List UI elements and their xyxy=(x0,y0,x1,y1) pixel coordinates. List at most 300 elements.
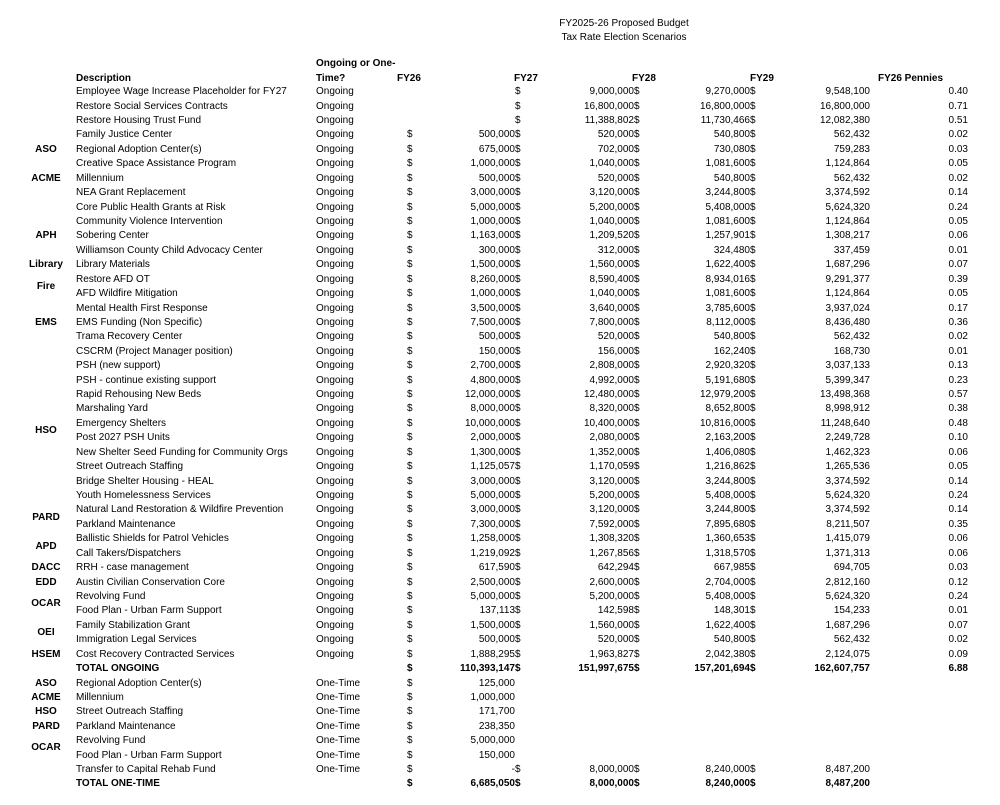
fy29-amount xyxy=(762,691,870,705)
fy26-dollar-sign: $ xyxy=(407,533,413,545)
fy28-dollar-sign: $ xyxy=(634,230,640,242)
fy26-dollar-sign: $ xyxy=(407,216,413,227)
fy26-amount: 137,113 xyxy=(479,605,515,617)
fy29-dollar-sign xyxy=(750,691,762,705)
fy27-amount: 2,600,000 xyxy=(589,576,634,588)
type-cell: Ongoing xyxy=(316,374,354,386)
type-cell: Ongoing xyxy=(316,230,354,242)
fy26-amount: 12,000,000 xyxy=(464,389,515,401)
fy26-dollar-sign: $ xyxy=(407,749,413,761)
fy27-amount: 16,800,000 xyxy=(583,100,634,112)
fy29-amount: 5,624,320 xyxy=(825,490,870,502)
fy28-dollar-sign xyxy=(634,676,646,690)
description-cell: Family Stabilization Grant xyxy=(76,619,190,631)
fy28-dollar-sign: $ xyxy=(634,562,640,574)
type-cell: Ongoing xyxy=(316,302,354,314)
fy29-amount xyxy=(762,748,870,762)
total-onetime-row xyxy=(22,777,968,791)
fy28-amount: 1,257,901 xyxy=(705,230,750,242)
fy29-amount: 2,812,160 xyxy=(825,576,870,588)
description-cell: Community Violence Intervention xyxy=(76,216,223,227)
fy26-dollar-sign: $ xyxy=(407,648,413,660)
type-cell: Ongoing xyxy=(316,288,354,300)
table-row xyxy=(22,258,968,272)
fy29-dollar-sign: $ xyxy=(750,461,756,473)
fy26-dollar-sign: $ xyxy=(407,129,413,141)
department-label xyxy=(22,186,70,215)
fy29-dollar-sign: $ xyxy=(750,576,756,588)
fy29-dollar-sign: $ xyxy=(750,648,756,660)
fy29-dollar-sign: $ xyxy=(750,490,756,502)
pennies-value: 0.14 xyxy=(948,504,968,516)
fy26-amount: 5,000,000 xyxy=(470,490,515,502)
fy27-amount: 3,120,000 xyxy=(589,475,634,487)
fy29-dollar-sign: $ xyxy=(750,389,756,401)
fy28-dollar-sign: $ xyxy=(634,461,640,473)
fy29-dollar-sign: $ xyxy=(750,547,756,559)
type-cell: Ongoing xyxy=(316,345,354,357)
fy27-amount: 2,080,000 xyxy=(589,432,634,444)
fy26-dollar-sign: $ xyxy=(407,244,413,256)
type-cell: Ongoing xyxy=(316,605,354,617)
pennies-value: 0.09 xyxy=(948,648,968,660)
fy27-dollar-sign xyxy=(515,748,527,762)
fy28-amount xyxy=(646,734,750,748)
description-cell: Restore Social Services Contracts xyxy=(76,100,228,112)
fy28-amount xyxy=(646,748,750,762)
fy28-dollar-sign xyxy=(634,691,646,705)
description-cell: Emergency Shelters xyxy=(76,417,167,429)
type-cell: Ongoing xyxy=(316,648,354,660)
fy28-amount: 5,408,000 xyxy=(705,201,750,213)
fy27-amount: 520,000 xyxy=(597,172,634,184)
fy27-dollar-sign: $ xyxy=(515,547,521,559)
fy29-dollar-sign: $ xyxy=(750,244,756,256)
pennies-value: 0.12 xyxy=(948,576,968,588)
fy28-amount: 5,191,680 xyxy=(705,374,750,386)
table-row xyxy=(22,229,968,243)
fy26-amount: 500,000 xyxy=(478,129,515,141)
fy29-amount: 562,432 xyxy=(833,634,870,646)
table-row xyxy=(22,200,968,214)
table-row xyxy=(22,763,968,777)
fy29-amount: 154,233 xyxy=(833,605,870,617)
fy28-amount: 1,081,600 xyxy=(705,288,750,300)
description-cell: Family Justice Center xyxy=(76,129,173,141)
fy27-dollar-sign: $ xyxy=(515,562,521,574)
fy29-dollar-sign: $ xyxy=(750,129,756,141)
pennies-value: 0.14 xyxy=(948,475,968,487)
fy29-amount: 1,371,313 xyxy=(825,547,870,559)
description-cell: Marshaling Yard xyxy=(76,403,148,415)
fy27-dollar-sign: $ xyxy=(515,345,521,357)
table-row xyxy=(22,215,968,229)
type-cell: Ongoing xyxy=(316,619,354,631)
department-label: ACME xyxy=(31,691,61,703)
budget-table-body xyxy=(22,85,968,792)
fy29-dollar-sign: $ xyxy=(750,172,756,184)
pennies-value xyxy=(870,748,968,762)
fy27-amount: 1,308,320 xyxy=(589,533,634,545)
pennies-value: 0.51 xyxy=(948,115,968,127)
fy27-dollar-sign: $ xyxy=(515,778,521,790)
fy29-dollar-sign: $ xyxy=(750,331,756,343)
fy27-amount: 10,400,000 xyxy=(583,417,634,429)
pennies-value: 0.01 xyxy=(948,244,968,256)
fy29-amount: 11,248,640 xyxy=(820,417,870,429)
fy28-dollar-sign: $ xyxy=(634,201,640,213)
fy27-amount: 3,640,000 xyxy=(589,302,634,314)
fy28-amount: 16,800,000 xyxy=(699,100,750,112)
fy29-dollar-sign: $ xyxy=(750,432,756,444)
fy26-amount: 1,500,000 xyxy=(470,259,515,271)
department-label: OCAR xyxy=(31,598,61,610)
fy28-dollar-sign: $ xyxy=(634,316,640,328)
header-fy29: FY29 xyxy=(750,73,774,84)
fy27-amount: 1,170,059 xyxy=(589,461,634,473)
pennies-value: 0.48 xyxy=(948,417,968,429)
fy29-dollar-sign: $ xyxy=(750,201,756,213)
department-label xyxy=(22,777,70,791)
type-cell: Ongoing xyxy=(316,446,354,458)
fy27-dollar-sign: $ xyxy=(515,302,521,314)
fy27-dollar-sign: $ xyxy=(515,172,521,184)
fy29-dollar-sign: $ xyxy=(750,663,756,675)
pennies-value: 0.14 xyxy=(948,187,968,199)
fy26-dollar-sign: $ xyxy=(407,273,413,285)
type-cell: Ongoing xyxy=(316,634,354,646)
description-cell: Core Public Health Grants at Risk xyxy=(76,201,226,213)
table-row xyxy=(22,316,968,330)
fy28-amount: 1,216,862 xyxy=(705,461,750,473)
fy29-amount: 1,415,079 xyxy=(825,533,870,545)
fy27-amount xyxy=(527,676,634,690)
fy28-amount: 8,652,800 xyxy=(705,403,750,415)
table-row xyxy=(22,287,968,301)
fy27-dollar-sign xyxy=(515,691,527,705)
department-label: DACC xyxy=(31,562,61,574)
fy27-dollar-sign: $ xyxy=(515,576,521,588)
fy26-dollar-sign: $ xyxy=(407,360,413,372)
fy26-amount xyxy=(419,85,515,99)
fy29-dollar-sign: $ xyxy=(750,360,756,372)
fy26-amount: 5,000,000 xyxy=(470,201,515,213)
fy28-amount: 2,704,000 xyxy=(705,576,750,588)
fy27-amount: 8,000,000 xyxy=(589,764,634,776)
fy29-amount: 2,249,728 xyxy=(825,432,870,444)
fy27-dollar-sign: $ xyxy=(515,475,521,487)
fy29-dollar-sign: $ xyxy=(750,288,756,300)
description-cell: Restore AFD OT xyxy=(76,273,150,285)
fy26-amount: 1,500,000 xyxy=(470,619,515,631)
fy29-amount xyxy=(762,705,870,719)
type-cell: Ongoing xyxy=(316,331,354,343)
fy26-amount: 7,500,000 xyxy=(470,316,515,328)
fy26-dollar-sign: $ xyxy=(407,706,413,718)
fy29-dollar-sign: $ xyxy=(750,403,756,415)
fy29-dollar-sign: $ xyxy=(750,374,756,386)
department-label: APH xyxy=(35,230,57,242)
type-cell: Ongoing xyxy=(316,259,354,271)
table-row xyxy=(22,647,968,661)
table-row xyxy=(22,720,968,734)
fy27-amount: 5,200,000 xyxy=(589,490,634,502)
fy29-amount: 168,730 xyxy=(833,345,870,357)
description-cell: Williamson County Child Advocacy Center xyxy=(76,244,263,256)
table-row xyxy=(22,474,968,488)
fy29-dollar-sign xyxy=(750,734,762,748)
fy29-amount: 5,399,347 xyxy=(825,374,870,386)
fy28-dollar-sign xyxy=(634,720,646,734)
fy28-dollar-sign: $ xyxy=(634,432,640,444)
pennies-value: 0.05 xyxy=(948,288,968,300)
fy28-amount: 10,816,000 xyxy=(699,417,750,429)
fy28-amount: 1,622,400 xyxy=(705,259,750,271)
total-ongoing-row xyxy=(22,662,968,676)
fy26-amount: 2,700,000 xyxy=(470,360,515,372)
fy26-amount: 1,125,057 xyxy=(470,461,515,473)
fy27-amount: 8,590,400 xyxy=(589,273,634,285)
fy29-amount: 1,124,864 xyxy=(825,288,870,300)
fy28-dollar-sign: $ xyxy=(634,302,640,314)
fy29-dollar-sign: $ xyxy=(750,345,756,357)
fy27-dollar-sign: $ xyxy=(515,259,521,271)
fy27-dollar-sign: $ xyxy=(515,648,521,660)
fy28-amount: 8,240,000 xyxy=(705,778,750,790)
fy28-amount: 1,622,400 xyxy=(705,619,750,631)
fy27-amount: 520,000 xyxy=(597,129,634,141)
fy28-dollar-sign: $ xyxy=(634,475,640,487)
fy29-amount xyxy=(762,720,870,734)
fy29-amount: 1,462,323 xyxy=(825,446,870,458)
fy27-amount: 312,000 xyxy=(597,244,634,256)
fy28-dollar-sign: $ xyxy=(634,590,640,602)
fy26-dollar-sign xyxy=(407,99,419,113)
fy27-amount: 5,200,000 xyxy=(589,590,634,602)
pennies-value: 0.36 xyxy=(948,316,968,328)
fy27-dollar-sign: $ xyxy=(515,446,521,458)
fy27-amount: 9,000,000 xyxy=(589,86,634,98)
type-cell: Ongoing xyxy=(316,201,354,213)
fy29-amount: 1,124,864 xyxy=(825,158,870,170)
fy26-dollar-sign: $ xyxy=(407,504,413,516)
fy27-amount: 3,120,000 xyxy=(589,504,634,516)
header-fy26: FY26 xyxy=(397,73,421,84)
fy27-dollar-sign: $ xyxy=(515,518,521,530)
fy28-dollar-sign: $ xyxy=(634,259,640,271)
pennies-value xyxy=(870,705,968,719)
description-cell: EMS Funding (Non Specific) xyxy=(76,316,203,328)
department-label: ASO xyxy=(35,143,57,155)
fy29-dollar-sign: $ xyxy=(750,634,756,646)
description-cell: Rapid Rehousing New Beds xyxy=(76,389,202,401)
fy26-amount: 1,300,000 xyxy=(470,446,515,458)
type-cell: One-Time xyxy=(316,720,361,732)
fy28-amount: 148,301 xyxy=(713,605,750,617)
description-cell: New Shelter Seed Funding for Community Orgs xyxy=(76,446,288,458)
fy26-amount: 3,000,000 xyxy=(470,187,515,199)
fy27-dollar-sign: $ xyxy=(515,201,521,213)
fy27-dollar-sign xyxy=(515,720,527,734)
fy26-dollar-sign: $ xyxy=(407,201,413,213)
description-cell: Employee Wage Increase Placeholder for FY27 xyxy=(76,86,287,98)
fy28-amount: 11,730,466 xyxy=(700,115,750,127)
fy27-dollar-sign: $ xyxy=(515,187,521,199)
fy27-amount: 12,480,000 xyxy=(583,389,634,401)
fy26-dollar-sign: $ xyxy=(407,778,413,790)
fy27-dollar-sign: $ xyxy=(515,374,521,386)
fy27-dollar-sign: $ xyxy=(515,100,521,112)
fy28-dollar-sign: $ xyxy=(634,115,640,127)
fy26-dollar-sign: $ xyxy=(407,677,413,689)
table-row xyxy=(22,330,968,344)
fy26-amount: 500,000 xyxy=(478,172,515,184)
type-cell: Ongoing xyxy=(316,547,354,559)
pennies-value: 0.13 xyxy=(948,360,968,372)
fy27-amount: 3,120,000 xyxy=(589,187,634,199)
fy27-amount: 1,267,856 xyxy=(589,547,634,559)
fy28-amount: 1,406,080 xyxy=(705,446,750,458)
table-row xyxy=(22,748,968,762)
pennies-value: 0.38 xyxy=(948,403,968,415)
fy28-dollar-sign: $ xyxy=(634,648,640,660)
type-cell: Ongoing xyxy=(316,360,354,372)
type-cell: Ongoing xyxy=(316,158,354,170)
fy29-amount: 562,432 xyxy=(833,331,870,343)
fy28-amount: 162,240 xyxy=(713,345,750,357)
department-label: HSO xyxy=(35,425,57,437)
fy27-dollar-sign: $ xyxy=(515,403,521,415)
description-cell: Transfer to Capital Rehab Fund xyxy=(76,764,216,776)
table-row xyxy=(22,676,968,690)
fy27-amount: 7,800,000 xyxy=(589,316,634,328)
fy29-amount: 3,374,592 xyxy=(825,475,870,487)
fy29-amount xyxy=(762,676,870,690)
type-cell: Ongoing xyxy=(316,475,354,487)
fy29-dollar-sign xyxy=(750,748,762,762)
fy27-dollar-sign: $ xyxy=(515,158,521,170)
fy28-dollar-sign: $ xyxy=(634,518,640,530)
fy26-amount: 171,700 xyxy=(478,706,515,718)
fy26-amount: 300,000 xyxy=(478,244,515,256)
fy28-amount: 540,800 xyxy=(713,129,750,141)
department-label: HSO xyxy=(35,706,57,718)
fy26-dollar-sign: $ xyxy=(407,374,413,386)
fy28-amount: 8,112,000 xyxy=(706,316,750,328)
fy27-dollar-sign: $ xyxy=(515,86,521,98)
table-row xyxy=(22,388,968,402)
fy27-dollar-sign: $ xyxy=(515,490,521,502)
fy29-dollar-sign: $ xyxy=(750,100,756,112)
fy28-dollar-sign: $ xyxy=(634,504,640,516)
description-cell: Cost Recovery Contracted Services xyxy=(76,648,235,660)
type-cell xyxy=(316,777,407,791)
fy26-amount: 5,000,000 xyxy=(470,590,515,602)
fy26-amount: 238,350 xyxy=(478,720,515,732)
fy27-dollar-sign: $ xyxy=(515,619,521,631)
type-cell: Ongoing xyxy=(316,143,354,155)
fy26-dollar-sign: $ xyxy=(407,403,413,415)
header-type-line1: Ongoing or One- xyxy=(316,58,396,69)
fy28-dollar-sign: $ xyxy=(634,389,640,401)
fy29-amount: 5,624,320 xyxy=(825,590,870,602)
fy26-dollar-sign: $ xyxy=(407,720,413,732)
fy27-dollar-sign: $ xyxy=(515,143,521,155)
fy26-dollar-sign: $ xyxy=(407,446,413,458)
fy28-dollar-sign: $ xyxy=(634,360,640,372)
fy28-dollar-sign: $ xyxy=(634,778,640,790)
table-row xyxy=(22,532,968,546)
type-cell: Ongoing xyxy=(316,187,354,199)
table-row xyxy=(22,143,968,157)
fy27-dollar-sign: $ xyxy=(515,331,521,343)
pennies-value: 0.24 xyxy=(948,490,968,502)
fy27-amount: 1,352,000 xyxy=(589,446,634,458)
fy28-amount: 2,163,200 xyxy=(705,432,750,444)
fy28-amount: 9,270,000 xyxy=(705,86,750,98)
fy29-dollar-sign: $ xyxy=(750,533,756,545)
pennies-value: 0.01 xyxy=(948,605,968,617)
pennies-value xyxy=(870,763,968,777)
fy26-dollar-sign: $ xyxy=(407,172,413,184)
fy26-amount: 110,393,147 xyxy=(459,663,515,675)
fy26-amount: 3,000,000 xyxy=(470,475,515,487)
pennies-value: 0.02 xyxy=(948,129,968,141)
fy26-dollar-sign: $ xyxy=(407,634,413,646)
fy28-dollar-sign: $ xyxy=(634,345,640,357)
description-cell: Bridge Shelter Housing - HEAL xyxy=(76,475,214,487)
fy28-dollar-sign: $ xyxy=(634,417,640,429)
fy27-amount xyxy=(527,705,634,719)
fy27-amount: 2,808,000 xyxy=(589,360,634,372)
fy27-dollar-sign: $ xyxy=(515,230,521,242)
fy29-dollar-sign: $ xyxy=(750,764,756,776)
description-cell: Trama Recovery Center xyxy=(76,331,183,343)
fy28-dollar-sign: $ xyxy=(634,547,640,559)
fy29-dollar-sign: $ xyxy=(750,590,756,602)
fy28-dollar-sign xyxy=(634,734,646,748)
fy26-amount xyxy=(419,114,515,128)
table-row xyxy=(22,503,968,517)
pennies-value: 0.39 xyxy=(948,273,968,285)
fy26-dollar-sign: $ xyxy=(407,259,413,271)
fy29-dollar-sign: $ xyxy=(750,158,756,170)
fy29-dollar-sign: $ xyxy=(750,86,756,98)
department-label: HSEM xyxy=(31,648,61,660)
pennies-value: 0.24 xyxy=(948,201,968,213)
fy26-amount: - xyxy=(511,764,515,776)
fy26-dollar-sign: $ xyxy=(407,605,413,617)
fy29-amount: 3,374,592 xyxy=(825,187,870,199)
type-cell: Ongoing xyxy=(316,403,354,415)
fy29-amount: 8,487,200 xyxy=(825,778,870,790)
table-row xyxy=(22,402,968,416)
fy26-dollar-sign: $ xyxy=(407,735,413,747)
type-cell: One-Time xyxy=(316,749,361,761)
fy29-dollar-sign: $ xyxy=(750,619,756,631)
description-cell: RRH - case management xyxy=(76,562,189,574)
fy28-dollar-sign: $ xyxy=(634,100,640,112)
document-subtitle: Tax Rate Election Scenarios xyxy=(561,32,687,43)
pennies-value xyxy=(870,676,968,690)
description-cell: Revolving Fund xyxy=(76,735,146,747)
fy29-amount: 162,607,757 xyxy=(814,663,870,675)
description-cell: TOTAL ONE-TIME xyxy=(76,778,160,790)
fy28-dollar-sign: $ xyxy=(634,634,640,646)
fy28-dollar-sign: $ xyxy=(634,86,640,98)
fy29-dollar-sign: $ xyxy=(750,504,756,516)
department-label: ACME xyxy=(31,172,61,184)
